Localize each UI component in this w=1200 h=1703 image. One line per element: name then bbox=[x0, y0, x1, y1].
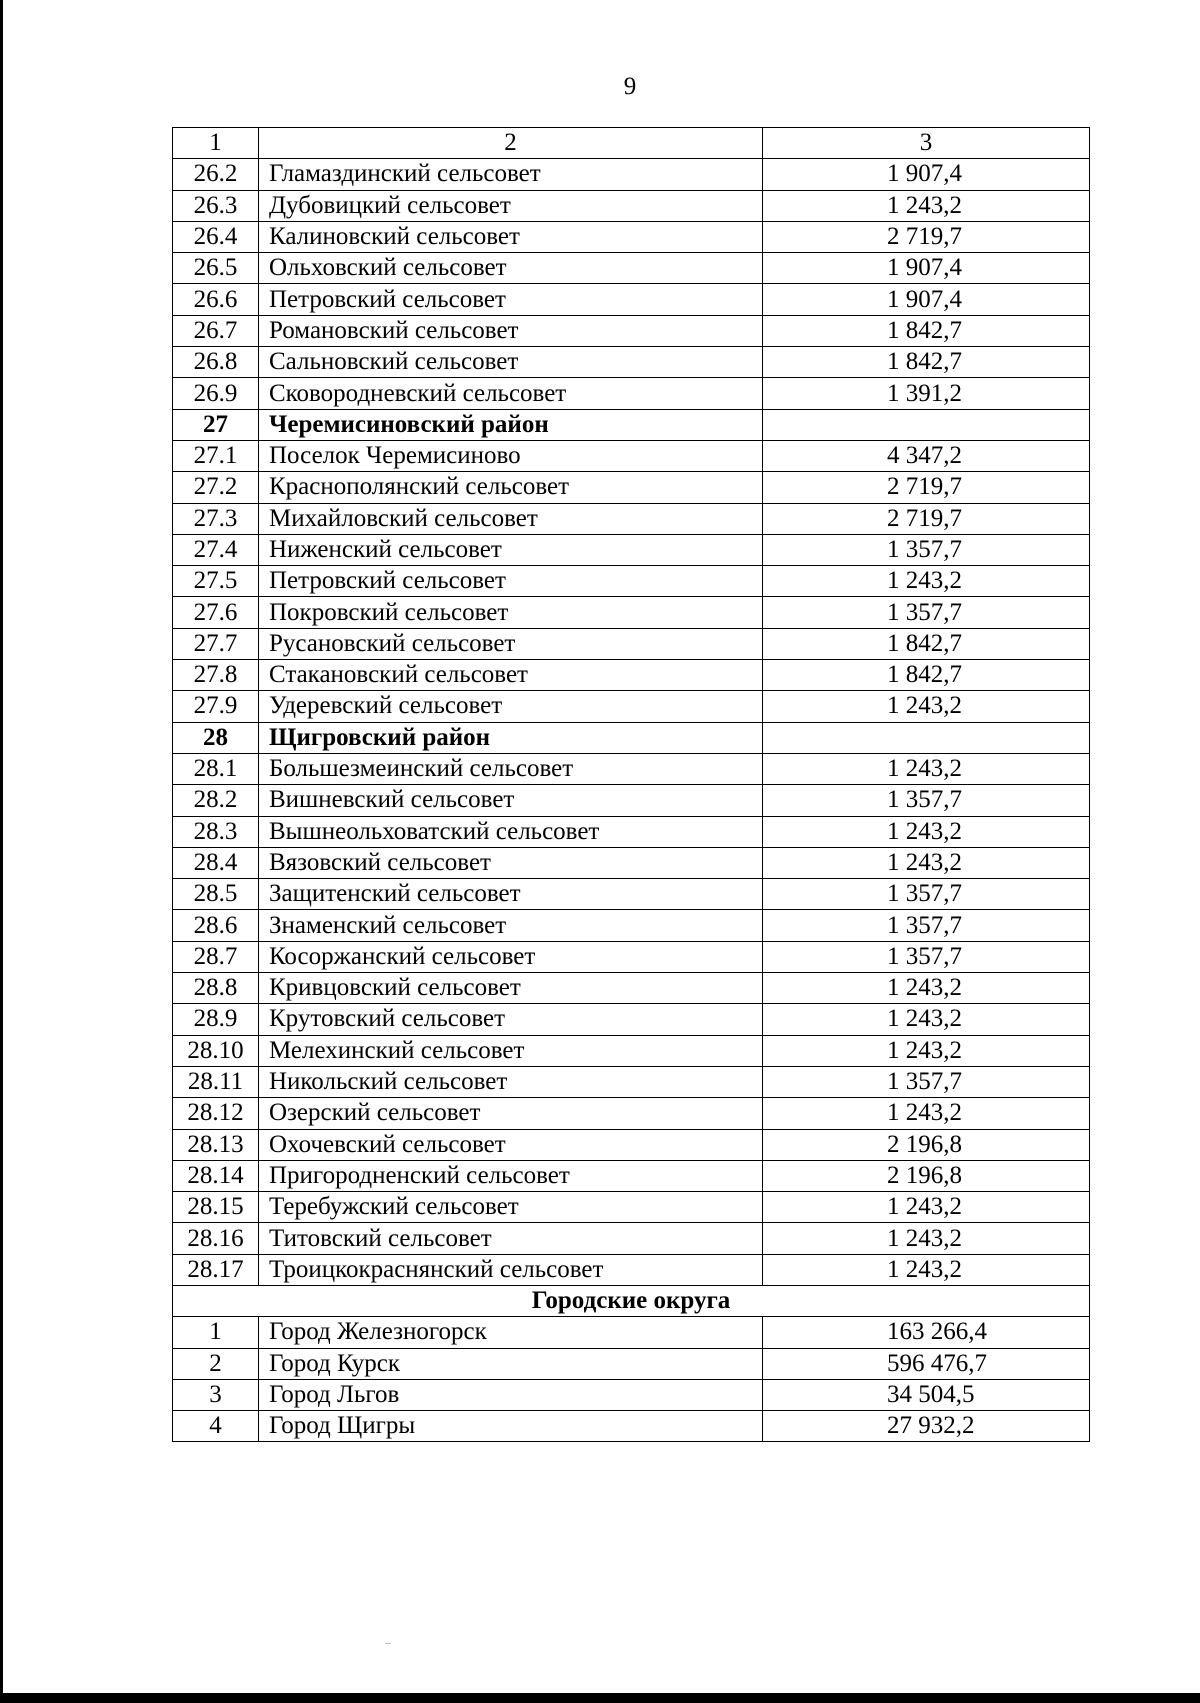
row-value-cell: 1 391,2 bbox=[763, 378, 1090, 409]
row-number-cell: 1 bbox=[173, 1317, 259, 1348]
row-number-cell: 26.4 bbox=[173, 221, 259, 252]
row-value-cell bbox=[763, 409, 1090, 440]
row-name-cell: Петровский сельсовет bbox=[259, 566, 763, 597]
row-value-cell: 1 357,7 bbox=[763, 534, 1090, 565]
row-value-cell: 1 243,2 bbox=[763, 816, 1090, 847]
row-name-cell: Вышнеольховатский сельсовет bbox=[259, 816, 763, 847]
row-number-cell: 28.4 bbox=[173, 847, 259, 878]
row-value-cell: 1 243,2 bbox=[763, 973, 1090, 1004]
row-name-cell: Охочевский сельсовет bbox=[259, 1129, 763, 1160]
row-name-cell: Стакановский сельсовет bbox=[259, 660, 763, 691]
row-number-cell: 27.3 bbox=[173, 503, 259, 534]
district-row bbox=[173, 409, 1090, 440]
row-number-cell: 28.12 bbox=[173, 1098, 259, 1129]
scan-edge-left bbox=[0, 0, 3, 1703]
district-row bbox=[173, 722, 1090, 753]
row-number-cell: 27.9 bbox=[173, 691, 259, 722]
table-row bbox=[173, 597, 1090, 628]
row-name-cell: Дубовицкий сельсовет bbox=[259, 190, 763, 221]
row-number-cell: 28.1 bbox=[173, 753, 259, 784]
table-header-row bbox=[173, 128, 1090, 159]
table-row bbox=[173, 221, 1090, 252]
table-row bbox=[173, 1223, 1090, 1254]
row-name-cell: Краснополянский сельсовет bbox=[259, 472, 763, 503]
row-name-cell: Вязовский сельсовет bbox=[259, 847, 763, 878]
row-number-cell: 2 bbox=[173, 1348, 259, 1379]
scan-edge-bottom bbox=[0, 1693, 1200, 1703]
table-row bbox=[173, 284, 1090, 315]
row-value-cell: 1 357,7 bbox=[763, 879, 1090, 910]
row-value-cell: 1 243,2 bbox=[763, 753, 1090, 784]
table-row bbox=[173, 879, 1090, 910]
table-row bbox=[173, 566, 1090, 597]
row-number-cell: 27.8 bbox=[173, 660, 259, 691]
row-number-cell: 27.7 bbox=[173, 628, 259, 659]
row-number-cell: 27.4 bbox=[173, 534, 259, 565]
table-row bbox=[173, 1317, 1090, 1348]
row-name-cell: Покровский сельсовет bbox=[259, 597, 763, 628]
row-value-cell: 2 196,8 bbox=[763, 1160, 1090, 1191]
table-row bbox=[173, 534, 1090, 565]
row-name-cell: Мелехинский сельсовет bbox=[259, 1035, 763, 1066]
row-name-cell: Город Щигры bbox=[259, 1411, 763, 1442]
row-value-cell: 1 907,4 bbox=[763, 284, 1090, 315]
row-value-cell: 1 357,7 bbox=[763, 1066, 1090, 1097]
row-name-cell: Калиновский сельсовет bbox=[259, 221, 763, 252]
row-value-cell: 1 907,4 bbox=[763, 159, 1090, 190]
row-name-cell: Черемисиновский район bbox=[259, 409, 763, 440]
row-number-cell: 28.17 bbox=[173, 1254, 259, 1285]
table-row bbox=[173, 378, 1090, 409]
table-row bbox=[173, 253, 1090, 284]
row-name-cell: Большезмеинский сельсовет bbox=[259, 753, 763, 784]
table-row bbox=[173, 1160, 1090, 1191]
table-row bbox=[173, 910, 1090, 941]
row-name-cell: Город Курск bbox=[259, 1348, 763, 1379]
row-value-cell: 1 243,2 bbox=[763, 566, 1090, 597]
row-name-cell: Пригородненский сельсовет bbox=[259, 1160, 763, 1191]
row-value-cell: 2 196,8 bbox=[763, 1129, 1090, 1160]
row-name-cell: Знаменский сельсовет bbox=[259, 910, 763, 941]
table-row bbox=[173, 628, 1090, 659]
row-number-cell: 28.5 bbox=[173, 879, 259, 910]
row-number-cell: 28.2 bbox=[173, 785, 259, 816]
table-row bbox=[173, 1098, 1090, 1129]
row-name-cell: Титовский сельсовет bbox=[259, 1223, 763, 1254]
row-value-cell: 27 932,2 bbox=[763, 1411, 1090, 1442]
row-value-cell: 1 243,2 bbox=[763, 1035, 1090, 1066]
column-header-1: 1 bbox=[173, 128, 259, 159]
row-value-cell: 1 243,2 bbox=[763, 1254, 1090, 1285]
table-row bbox=[173, 1035, 1090, 1066]
row-value-cell: 1 357,7 bbox=[763, 597, 1090, 628]
row-value-cell: 1 243,2 bbox=[763, 1223, 1090, 1254]
row-name-cell: Сковородневский сельсовет bbox=[259, 378, 763, 409]
row-number-cell: 26.7 bbox=[173, 315, 259, 346]
row-number-cell: 27.1 bbox=[173, 440, 259, 471]
row-value-cell: 1 243,2 bbox=[763, 190, 1090, 221]
table-row bbox=[173, 1129, 1090, 1160]
table-row bbox=[173, 816, 1090, 847]
row-value-cell: 1 243,2 bbox=[763, 691, 1090, 722]
table-row bbox=[173, 1004, 1090, 1035]
row-value-cell: 1 243,2 bbox=[763, 847, 1090, 878]
row-value-cell: 1 842,7 bbox=[763, 628, 1090, 659]
table-row bbox=[173, 347, 1090, 378]
row-value-cell: 2 719,7 bbox=[763, 503, 1090, 534]
row-value-cell: 1 842,7 bbox=[763, 315, 1090, 346]
row-value-cell bbox=[763, 722, 1090, 753]
row-name-cell: Михайловский сельсовет bbox=[259, 503, 763, 534]
row-value-cell: 1 357,7 bbox=[763, 910, 1090, 941]
row-value-cell: 1 842,7 bbox=[763, 660, 1090, 691]
table-row bbox=[173, 472, 1090, 503]
row-name-cell: Ольховский сельсовет bbox=[259, 253, 763, 284]
row-value-cell: 1 357,7 bbox=[763, 941, 1090, 972]
table-row bbox=[173, 159, 1090, 190]
row-value-cell: 4 347,2 bbox=[763, 440, 1090, 471]
row-number-cell: 28.13 bbox=[173, 1129, 259, 1160]
row-name-cell: Озерский сельсовет bbox=[259, 1098, 763, 1129]
row-name-cell: Никольский сельсовет bbox=[259, 1066, 763, 1097]
table-row bbox=[173, 691, 1090, 722]
row-value-cell: 1 842,7 bbox=[763, 347, 1090, 378]
table-row bbox=[173, 973, 1090, 1004]
table-row bbox=[173, 1411, 1090, 1442]
row-value-cell: 1 357,7 bbox=[763, 785, 1090, 816]
row-value-cell: 1 243,2 bbox=[763, 1098, 1090, 1129]
allocation-table bbox=[172, 127, 1090, 1442]
table-row bbox=[173, 503, 1090, 534]
table-row bbox=[173, 660, 1090, 691]
row-number-cell: 4 bbox=[173, 1411, 259, 1442]
section-title: Городские округа bbox=[173, 1285, 1090, 1316]
table-row bbox=[173, 1254, 1090, 1285]
scan-speck bbox=[385, 1643, 391, 1644]
row-name-cell: Русановский сельсовет bbox=[259, 628, 763, 659]
row-value-cell: 1 907,4 bbox=[763, 253, 1090, 284]
table-row bbox=[173, 1348, 1090, 1379]
row-name-cell: Кривцовский сельсовет bbox=[259, 973, 763, 1004]
row-name-cell: Косоржанский сельсовет bbox=[259, 941, 763, 972]
row-value-cell: 1 243,2 bbox=[763, 1192, 1090, 1223]
row-name-cell: Город Льгов bbox=[259, 1379, 763, 1410]
row-number-cell: 28 bbox=[173, 722, 259, 753]
table-body bbox=[173, 128, 1090, 1442]
row-name-cell: Сальновский сельсовет bbox=[259, 347, 763, 378]
row-number-cell: 28.15 bbox=[173, 1192, 259, 1223]
row-number-cell: 28.6 bbox=[173, 910, 259, 941]
row-number-cell: 28.16 bbox=[173, 1223, 259, 1254]
row-name-cell: Теребужский сельсовет bbox=[259, 1192, 763, 1223]
row-number-cell: 26.2 bbox=[173, 159, 259, 190]
row-name-cell: Вишневский сельсовет bbox=[259, 785, 763, 816]
column-header-2: 2 bbox=[259, 128, 763, 159]
row-number-cell: 27.6 bbox=[173, 597, 259, 628]
row-number-cell: 26.3 bbox=[173, 190, 259, 221]
row-number-cell: 27.5 bbox=[173, 566, 259, 597]
row-number-cell: 27.2 bbox=[173, 472, 259, 503]
row-number-cell: 28.11 bbox=[173, 1066, 259, 1097]
page-number: 9 bbox=[623, 73, 637, 100]
table-row bbox=[173, 315, 1090, 346]
row-number-cell: 26.5 bbox=[173, 253, 259, 284]
table-row bbox=[173, 941, 1090, 972]
row-number-cell: 3 bbox=[173, 1379, 259, 1410]
row-number-cell: 26.8 bbox=[173, 347, 259, 378]
row-name-cell: Крутовский сельсовет bbox=[259, 1004, 763, 1035]
table-row bbox=[173, 1192, 1090, 1223]
row-number-cell: 28.8 bbox=[173, 973, 259, 1004]
row-name-cell: Удеревский сельсовет bbox=[259, 691, 763, 722]
row-name-cell: Гламаздинский сельсовет bbox=[259, 159, 763, 190]
row-name-cell: Петровский сельсовет bbox=[259, 284, 763, 315]
row-value-cell: 2 719,7 bbox=[763, 221, 1090, 252]
column-header-3: 3 bbox=[763, 128, 1090, 159]
table-row bbox=[173, 440, 1090, 471]
row-name-cell: Поселок Черемисиново bbox=[259, 440, 763, 471]
row-number-cell: 28.9 bbox=[173, 1004, 259, 1035]
row-number-cell: 26.6 bbox=[173, 284, 259, 315]
row-number-cell: 27 bbox=[173, 409, 259, 440]
row-name-cell: Щигровский район bbox=[259, 722, 763, 753]
table-row bbox=[173, 190, 1090, 221]
row-value-cell: 1 243,2 bbox=[763, 1004, 1090, 1035]
table-row bbox=[173, 1066, 1090, 1097]
row-name-cell: Город Железногорск bbox=[259, 1317, 763, 1348]
row-number-cell: 28.3 bbox=[173, 816, 259, 847]
row-name-cell: Защитенский сельсовет bbox=[259, 879, 763, 910]
row-value-cell: 163 266,4 bbox=[763, 1317, 1090, 1348]
row-name-cell: Троицкокраснянский сельсовет bbox=[259, 1254, 763, 1285]
table-row bbox=[173, 1379, 1090, 1410]
row-number-cell: 28.7 bbox=[173, 941, 259, 972]
table-row bbox=[173, 847, 1090, 878]
row-value-cell: 596 476,7 bbox=[763, 1348, 1090, 1379]
table-row bbox=[173, 753, 1090, 784]
row-name-cell: Романовский сельсовет bbox=[259, 315, 763, 346]
section-row bbox=[173, 1285, 1090, 1316]
row-value-cell: 34 504,5 bbox=[763, 1379, 1090, 1410]
row-name-cell: Ниженский сельсовет bbox=[259, 534, 763, 565]
row-number-cell: 26.9 bbox=[173, 378, 259, 409]
table-row bbox=[173, 785, 1090, 816]
row-number-cell: 28.14 bbox=[173, 1160, 259, 1191]
row-number-cell: 28.10 bbox=[173, 1035, 259, 1066]
row-value-cell: 2 719,7 bbox=[763, 472, 1090, 503]
